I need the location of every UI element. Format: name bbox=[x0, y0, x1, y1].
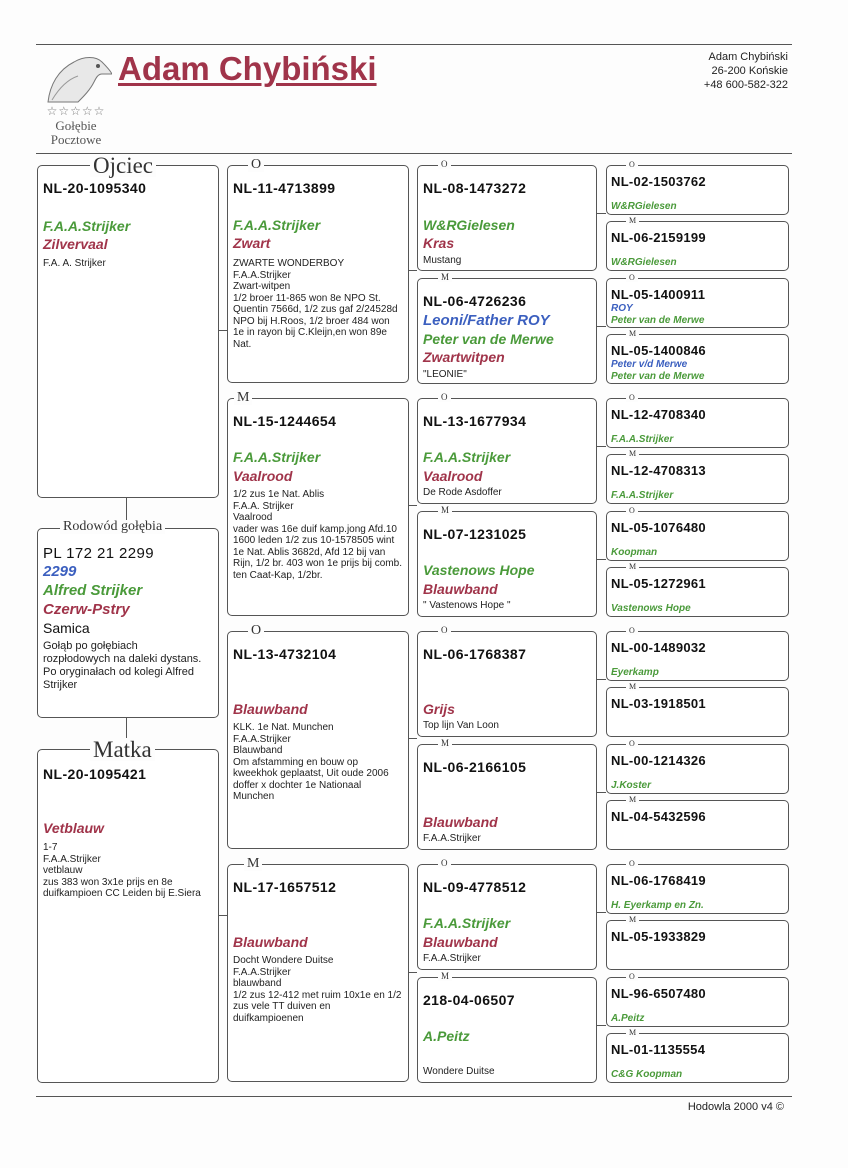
gen3-notes: De Rode Asdoffer bbox=[423, 487, 502, 498]
gen4-label-m: M bbox=[626, 796, 639, 804]
contact-phone: +48 600-582-322 bbox=[703, 79, 788, 91]
gen3-label-o: O bbox=[438, 393, 451, 402]
logo-text-2: Pocztowe bbox=[50, 132, 102, 147]
gen2-breeder: F.A.A.Strijker bbox=[233, 217, 321, 233]
mother-label: Matka bbox=[90, 738, 155, 761]
gen4-ring: NL-05-1076480 bbox=[611, 520, 706, 535]
gen2-notes: KLK. 1e Nat. Munchen F.A.A.Strijker Blauwband Om afstamming en bouw op kweekhok geplaatst, Uit oude 2006 doffer x dochter 1e Nationaal Munchen bbox=[233, 722, 389, 802]
header-top-rule bbox=[36, 44, 792, 45]
connector bbox=[597, 326, 606, 327]
gen4-name: ROY bbox=[611, 303, 633, 314]
connector bbox=[597, 679, 606, 680]
connector bbox=[409, 972, 417, 973]
gen2-box[interactable] bbox=[227, 398, 409, 616]
pigeon-head-icon bbox=[40, 50, 112, 105]
gen3-color: Zwartwitpen bbox=[423, 349, 505, 365]
gen3-notes: Wondere Duitse bbox=[423, 1066, 495, 1077]
subject-sex: Samica bbox=[43, 620, 90, 636]
father-box[interactable] bbox=[37, 165, 219, 498]
gen3-box[interactable] bbox=[417, 511, 597, 617]
gen4-breeder: C&G Koopman bbox=[611, 1069, 683, 1080]
connector bbox=[597, 792, 606, 793]
gen4-label-m: M bbox=[626, 1029, 639, 1037]
subject-box[interactable] bbox=[37, 528, 219, 718]
gen4-ring: NL-05-1400911 bbox=[611, 287, 706, 302]
gen4-label-o: O bbox=[626, 973, 638, 981]
gen3-ring: NL-06-1768387 bbox=[423, 646, 527, 662]
gen3-color: Blauwband bbox=[423, 934, 498, 950]
gen3-ring: NL-06-4726236 bbox=[423, 293, 527, 309]
gen4-ring: NL-06-2159199 bbox=[611, 230, 706, 245]
gen4-box[interactable] bbox=[606, 567, 789, 617]
gen3-box[interactable] bbox=[417, 278, 597, 384]
gen4-box[interactable] bbox=[606, 920, 789, 970]
gen4-box[interactable] bbox=[606, 221, 789, 271]
gen3-breeder: W&RGielesen bbox=[423, 217, 515, 233]
connector bbox=[597, 446, 606, 447]
gen3-breeder2: Peter van de Merwe bbox=[423, 331, 554, 347]
gen3-notes: " Vastenows Hope " bbox=[423, 600, 511, 611]
connector bbox=[219, 330, 227, 331]
gen4-breeder: J.Koster bbox=[611, 780, 652, 791]
father-breeder: F.A.A.Strijker bbox=[43, 218, 131, 234]
gen3-notes: F.A.A.Strijker bbox=[423, 953, 481, 964]
gen3-label-o: O bbox=[438, 626, 451, 635]
gen3-breeder: Vastenows Hope bbox=[423, 562, 535, 578]
mother-ring: NL-20-1095421 bbox=[43, 766, 147, 782]
gen3-label-m: M bbox=[438, 972, 452, 981]
gen4-label-o: O bbox=[626, 860, 638, 868]
gen3-notes: "LEONIE" bbox=[423, 369, 467, 380]
gen2-color: Blauwband bbox=[233, 934, 308, 950]
gen4-label-m: M bbox=[626, 916, 639, 924]
gen4-breeder: F.A.A.Strijker bbox=[611, 490, 674, 501]
connector bbox=[409, 738, 417, 739]
gen4-label-m: M bbox=[626, 330, 639, 338]
subject-notes: Gołąb po gołębiach rozpłodowych na daleki dystans. Po oryginałach od kolegi Alfred Strijker bbox=[43, 640, 202, 691]
gen4-breeder: F.A.A.Strijker bbox=[611, 434, 674, 445]
gen3-label-m: M bbox=[438, 273, 452, 282]
gen4-label-m: M bbox=[626, 683, 639, 691]
header-title: Adam Chybiński bbox=[118, 50, 377, 87]
gen4-box[interactable] bbox=[606, 631, 789, 681]
gen2-box[interactable] bbox=[227, 864, 409, 1082]
gen2-ring: NL-15-1244654 bbox=[233, 413, 337, 429]
gen2-box[interactable] bbox=[227, 165, 409, 383]
gen3-box[interactable] bbox=[417, 977, 597, 1083]
gen4-box[interactable] bbox=[606, 278, 789, 328]
gen4-box[interactable] bbox=[606, 864, 789, 914]
gen4-ring: NL-05-1272961 bbox=[611, 576, 706, 591]
gen4-label-o: O bbox=[626, 507, 638, 515]
mother-box[interactable] bbox=[37, 749, 219, 1083]
gen4-breeder: W&RGielesen bbox=[611, 257, 677, 268]
logo bbox=[36, 50, 116, 150]
connector bbox=[409, 270, 417, 271]
gen4-box[interactable] bbox=[606, 454, 789, 504]
gen3-box[interactable] bbox=[417, 165, 597, 271]
connector bbox=[409, 505, 417, 506]
gen3-box[interactable] bbox=[417, 744, 597, 850]
gen3-breeder: F.A.A.Strijker bbox=[423, 915, 511, 931]
gen4-breeder: W&RGielesen bbox=[611, 201, 677, 212]
gen3-ring: NL-08-1473272 bbox=[423, 180, 527, 196]
gen4-ring: NL-05-1400846 bbox=[611, 343, 706, 358]
gen3-ring: NL-09-4778512 bbox=[423, 879, 527, 895]
gen3-ring: 218-04-06507 bbox=[423, 992, 515, 1008]
gen4-label-o: O bbox=[626, 627, 638, 635]
gen2-box[interactable] bbox=[227, 631, 409, 849]
gen3-notes: Top lijn Van Loon bbox=[423, 720, 499, 731]
gen4-box[interactable] bbox=[606, 744, 789, 794]
gen2-ring: NL-17-1657512 bbox=[233, 879, 337, 895]
gen4-name: Peter v/d Merwe bbox=[611, 359, 688, 370]
gen4-label-o: O bbox=[626, 740, 638, 748]
gen4-box[interactable] bbox=[606, 165, 789, 215]
gen2-ring: NL-11-4713899 bbox=[233, 180, 336, 196]
gen3-color: Blauwband bbox=[423, 814, 498, 830]
gen3-label-m: M bbox=[438, 739, 452, 748]
connector bbox=[597, 559, 606, 560]
gen2-color: Blauwband bbox=[233, 701, 308, 717]
gen2-label-o: O bbox=[248, 624, 264, 638]
gen4-ring: NL-00-1489032 bbox=[611, 640, 706, 655]
gen2-color: Zwart bbox=[233, 235, 271, 251]
father-ring: NL-20-1095340 bbox=[43, 180, 147, 196]
gen4-ring: NL-01-1135554 bbox=[611, 1042, 706, 1057]
logo-text-1: Gołębie bbox=[55, 118, 97, 133]
gen3-name: Leoni/Father ROY bbox=[423, 312, 550, 329]
gen3-label-o: O bbox=[438, 160, 451, 169]
gen4-ring: NL-04-5432596 bbox=[611, 809, 706, 824]
gen2-label-m: M bbox=[244, 857, 262, 871]
gen4-ring: NL-06-1768419 bbox=[611, 873, 706, 888]
connector bbox=[597, 213, 606, 214]
pigeon-label: Rodowód gołębia bbox=[60, 520, 165, 534]
gen2-notes: ZWARTE WONDERBOY F.A.A.Strijker Zwart-witpen 1/2 broer 11-865 won 8e NPO St. Quentin 7566d, 1/2 zus gaf 2/24528d NPO bij H.Roos, 1/2 broer 484 won 1e in rayon bij C.Kleijn,en won 89e Nat. bbox=[233, 258, 398, 350]
gen2-color: Vaalrood bbox=[233, 468, 293, 484]
gen3-box[interactable] bbox=[417, 398, 597, 504]
connector bbox=[219, 915, 227, 916]
connector bbox=[597, 912, 606, 913]
gen3-ring: NL-06-2166105 bbox=[423, 759, 527, 775]
gen4-ring: NL-12-4708313 bbox=[611, 463, 706, 478]
gen4-breeder: Vastenows Hope bbox=[611, 603, 691, 614]
gen4-ring: NL-05-1933829 bbox=[611, 929, 706, 944]
mother-color: Vetblauw bbox=[43, 820, 104, 836]
gen4-box[interactable] bbox=[606, 800, 789, 850]
mother-notes: 1-7 F.A.A.Strijker vetblauw zus 383 won 3x1e prijs en 8e duifkampioen CC Leiden bij E.Siera bbox=[43, 842, 201, 899]
gen4-box[interactable] bbox=[606, 977, 789, 1027]
gen4-breeder: A.Peitz bbox=[611, 1013, 645, 1024]
gen4-ring: NL-12-4708340 bbox=[611, 407, 706, 422]
gen4-ring: NL-00-1214326 bbox=[611, 753, 706, 768]
connector bbox=[597, 1025, 606, 1026]
gen4-ring: NL-02-1503762 bbox=[611, 174, 706, 189]
gen4-box[interactable] bbox=[606, 334, 789, 384]
gen4-breeder: H. Eyerkamp en Zn. bbox=[611, 900, 704, 911]
gen3-breeder: F.A.A.Strijker bbox=[423, 449, 511, 465]
gen3-color: Kras bbox=[423, 235, 455, 251]
logo-stars: ☆☆☆☆☆ bbox=[46, 104, 106, 118]
gen4-ring: NL-03-1918501 bbox=[611, 696, 706, 711]
header-contact bbox=[704, 50, 788, 92]
gen4-label-o: O bbox=[626, 274, 638, 282]
gen4-ring: NL-96-6507480 bbox=[611, 986, 706, 1001]
gen2-label-o: O bbox=[248, 158, 264, 172]
father-notes: F.A. A. Strijker bbox=[43, 258, 106, 269]
father-label: Ojciec bbox=[90, 154, 156, 177]
gen3-color: Vaalrood bbox=[423, 468, 483, 484]
subject-ring: PL 172 21 2299 bbox=[43, 545, 154, 562]
gen3-notes: F.A.A.Strijker bbox=[423, 833, 481, 844]
gen4-box[interactable] bbox=[606, 398, 789, 448]
father-color: Zilvervaal bbox=[43, 236, 108, 252]
gen4-label-m: M bbox=[626, 450, 639, 458]
gen4-breeder: Eyerkamp bbox=[611, 667, 659, 678]
gen2-breeder: F.A.A.Strijker bbox=[233, 449, 321, 465]
gen3-ring: NL-13-1677934 bbox=[423, 413, 527, 429]
gen3-breeder: A.Peitz bbox=[423, 1028, 470, 1044]
gen3-color: Blauwband bbox=[423, 581, 498, 597]
gen2-label-m: M bbox=[234, 391, 252, 405]
gen2-notes: Docht Wondere Duitse F.A.A.Strijker blauwband 1/2 zus 12-412 met ruim 10x1e en 1/2 zus vele TT duiven en duifkampioenen bbox=[233, 955, 402, 1024]
footer-rule bbox=[36, 1096, 792, 1097]
gen4-box[interactable] bbox=[606, 687, 789, 737]
gen3-label-m: M bbox=[438, 506, 452, 515]
gen3-color: Grijs bbox=[423, 701, 455, 717]
gen4-label-o: O bbox=[626, 161, 638, 169]
gen3-box[interactable] bbox=[417, 631, 597, 737]
subject-breeder: Alfred Strijker bbox=[43, 582, 143, 599]
gen4-breeder: Koopman bbox=[611, 547, 658, 558]
gen4-label-o: O bbox=[626, 394, 638, 402]
gen4-box[interactable] bbox=[606, 511, 789, 561]
gen4-label-m: M bbox=[626, 563, 639, 571]
gen4-breeder: Peter van de Merwe bbox=[611, 315, 705, 326]
gen2-notes: 1/2 zus 1e Nat. Ablis F.A.A. Strijker Vaalrood vader was 16e duif kamp.jong Afd.10 1600 leden 1/2 zus 10-1578505 wint 1e Nat. Ablis 3682d, Afd 12 bij van Rijn, 1/2 br. 403 won 1e prijs bij comb. ten Caat-Kap, 1/2br. bbox=[233, 489, 402, 581]
gen4-breeder: Peter van de Merwe bbox=[611, 371, 705, 382]
gen4-box[interactable] bbox=[606, 1033, 789, 1083]
contact-name: Adam Chybiński bbox=[708, 51, 788, 63]
contact-address: 26-200 Końskie bbox=[711, 65, 788, 77]
subject-name: 2299 bbox=[43, 563, 77, 580]
gen2-ring: NL-13-4732104 bbox=[233, 646, 337, 662]
gen3-ring: NL-07-1231025 bbox=[423, 526, 527, 542]
gen4-label-m: M bbox=[626, 217, 639, 225]
footer-text: Hodowla 2000 v4 © bbox=[687, 1101, 784, 1113]
subject-color: Czerw-Pstry bbox=[43, 601, 130, 618]
gen3-notes: Mustang bbox=[423, 255, 462, 266]
gen3-label-o: O bbox=[438, 859, 451, 868]
gen3-box[interactable] bbox=[417, 864, 597, 970]
